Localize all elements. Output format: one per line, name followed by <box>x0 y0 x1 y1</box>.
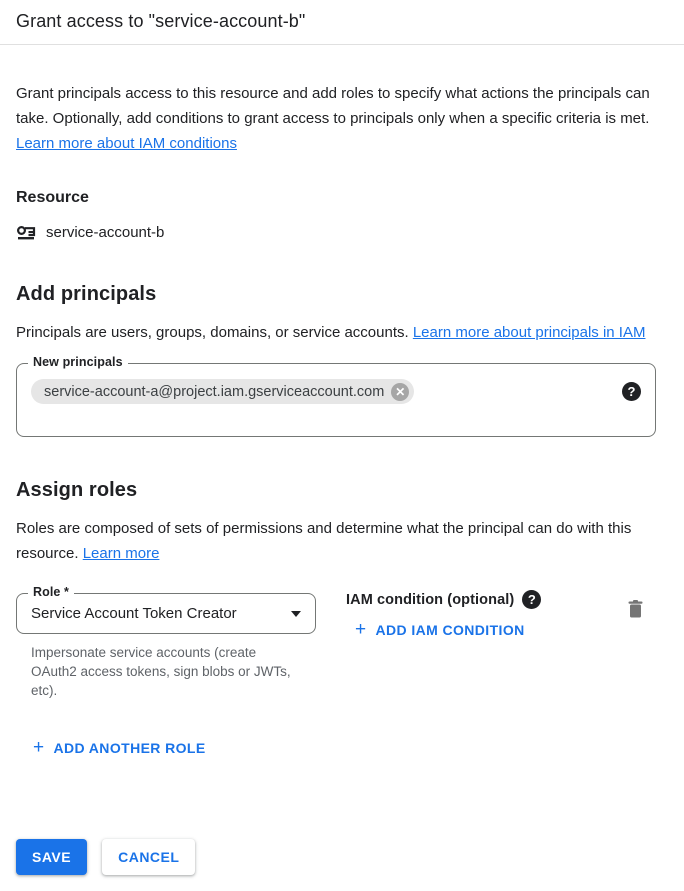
assign-roles-heading: Assign roles <box>16 479 138 501</box>
chip-remove-icon[interactable]: ✕ <box>391 383 409 401</box>
add-principals-description <box>16 320 666 345</box>
principal-chip <box>31 379 414 404</box>
trash-icon <box>627 599 644 619</box>
principals-help-icon[interactable]: ? <box>622 382 641 401</box>
delete-role-button[interactable] <box>625 597 646 621</box>
intro-text <box>16 81 666 156</box>
resource-name: service-account-b <box>46 224 165 241</box>
resource-row <box>16 224 668 241</box>
role-label: Role * <box>28 585 74 599</box>
principal-chip-value: service-account-a@project.iam.gserviceaccount.com <box>44 383 385 400</box>
role-column <box>16 585 316 700</box>
role-help-text: Impersonate service accounts (create OAuth2 access tokens, sign blobs or JWTs, etc). <box>31 645 291 698</box>
plus-icon: + <box>33 737 45 758</box>
assign-roles-description-body: Roles are composed of sets of permissions and determine what the principal can do with this resource. <box>16 520 632 562</box>
add-iam-condition-label: ADD IAM CONDITION <box>375 622 525 638</box>
condition-label-row <box>346 590 625 609</box>
role-row <box>16 585 668 700</box>
role-select[interactable] <box>16 585 316 634</box>
new-principals-field[interactable] <box>16 355 656 437</box>
intro-text-body: Grant principals access to this resource and add roles to specify what actions the principals can take. Optionally, add conditions to grant access to principals only when a specific criteria is met. <box>16 85 650 127</box>
iam-condition-label: IAM condition (optional) <box>346 591 515 608</box>
learn-more-roles-link[interactable]: Learn more <box>82 545 160 562</box>
add-another-role-button[interactable] <box>33 737 206 758</box>
dialog-content <box>0 81 684 758</box>
add-principals-description-body: Principals are users, groups, domains, or service accounts. <box>16 324 413 341</box>
add-principals-heading: Add principals <box>16 283 157 305</box>
add-another-role-label: ADD ANOTHER ROLE <box>53 740 206 756</box>
dialog-title: Grant access to "service-account-b" <box>16 11 306 31</box>
role-selected-value: Service Account Token Creator <box>31 605 237 622</box>
resource-heading: Resource <box>16 189 89 206</box>
learn-more-principals-link[interactable]: Learn more about principals in IAM <box>412 324 646 341</box>
service-account-icon <box>16 224 37 241</box>
learn-more-iam-conditions-link[interactable]: Learn more about IAM conditions <box>16 135 237 152</box>
cancel-button[interactable]: CANCEL <box>102 839 195 875</box>
condition-column <box>346 593 625 640</box>
condition-help-icon[interactable]: ? <box>522 590 541 609</box>
save-button[interactable]: SAVE <box>16 839 87 875</box>
new-principals-label: New principals <box>28 355 128 369</box>
dialog-header <box>0 0 684 45</box>
assign-roles-description <box>16 516 666 566</box>
dropdown-arrow-icon <box>291 611 301 617</box>
add-iam-condition-button[interactable] <box>355 619 525 640</box>
plus-icon: + <box>355 619 367 640</box>
dialog-footer <box>16 839 195 875</box>
